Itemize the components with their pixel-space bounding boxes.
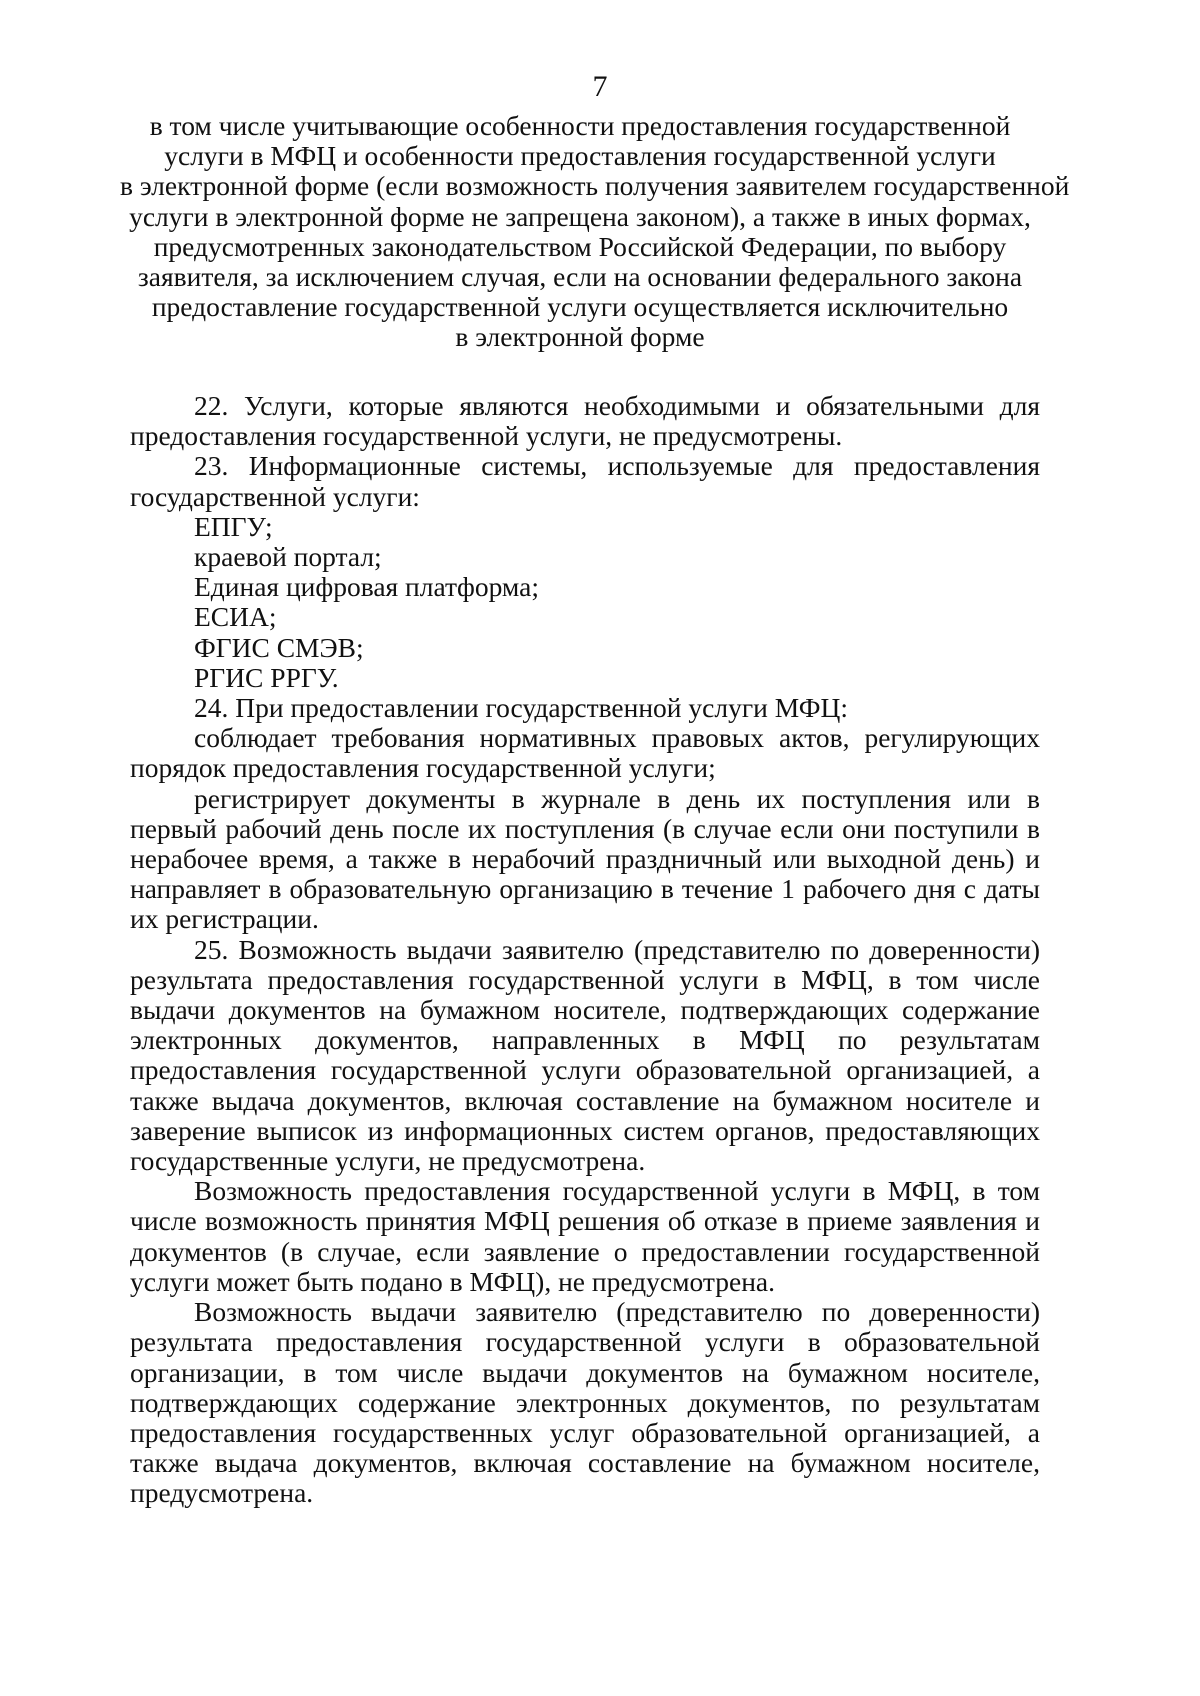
paragraph-24-item: соблюдает требования нормативных правовых актов, регулирующих порядок предоставления государственной услуги; [130,722,1040,784]
paragraph-25-continued: Возможность предоставления государственной услуги в МФЦ, в том числе возможность принятия МФЦ решения об отказе в приеме заявления и документов (в случае, если заявление о предоставлении государственной услуги может быть подано в МФЦ), не предусмотрена. [130,1175,1040,1297]
heading-line: в электронной форме [455,321,705,353]
document-body [130,391,1040,1509]
heading-line: в электронной форме (если возможность получения заявителем государственной [120,170,1070,202]
heading-line: услуги в электронной форме не запрещена законом), а также в иных формах, [129,200,1031,232]
system-list-item: ЕСИА; [194,601,277,633]
section-heading [120,110,1070,353]
paragraph-24: 24. При предоставлении государственной услуги МФЦ: [194,692,849,724]
system-list-item: ЕПГУ; [194,510,273,542]
system-list-item: Единая цифровая платформа; [194,571,539,603]
system-list-item: РГИС РРГУ. [194,661,339,693]
system-list-item: ФГИС СМЭВ; [194,631,364,663]
heading-line: предусмотренных законодательством Российской Федерации, по выбору [153,230,1007,262]
page-number: 7 [592,70,608,103]
heading-line: в том числе учитывающие особенности предоставления государственной [149,110,1011,141]
paragraph-22: 22. Услуги, которые являются необходимыми и обязательными для предоставления государственной услуги, не предусмотрены. [130,390,1040,452]
heading-line: предоставление государственной услуги осуществляется исключительно [151,291,1009,323]
paragraph-25: 25. Возможность выдачи заявителю (представителю по доверенности) результата предоставления государственной услуги в МФЦ, в том числе выдачи документов на бумажном носителе, подтверждающих содержание электронных документов, направленных в МФЦ по результатам предоставления государственной услуги образовательной организацией, а также выдача документов, включая составление на бумажном носителе и заверение выписок из информационных систем органов, предоставляющих государственные услуги, не предусмотрена. [130,933,1040,1177]
heading-line: услуги в МФЦ и особенности предоставления государственной услуги [164,140,996,172]
system-list-item: краевой портал; [194,541,382,573]
heading-line: заявителя, за исключением случая, если на основании федерального закона [137,261,1023,293]
paragraph-25-continued: Возможность выдачи заявителю (представителю по доверенности) результата предоставления государственной услуги в образовательной организации, в том числе выдачи документов на бумажном носителе, подтверждающих содержание электронных документов, по результатам предоставления государственных услуг образовательной организацией, а также выдача документов, включая составление на бумажном носителе, предусмотрена. [130,1296,1040,1509]
paragraph-24-item: регистрирует документы в журнале в день их поступления или в первый рабочий день после их поступления (в случае если они поступили в нерабочее время, а также в нерабочий праздничный или выходной день) и направляет в образовательную организацию в течение 1 рабочего дня с даты их регистрации. [130,782,1040,935]
paragraph-23: 23. Информационные системы, используемые для предоставления государственной услуги: [130,450,1040,512]
